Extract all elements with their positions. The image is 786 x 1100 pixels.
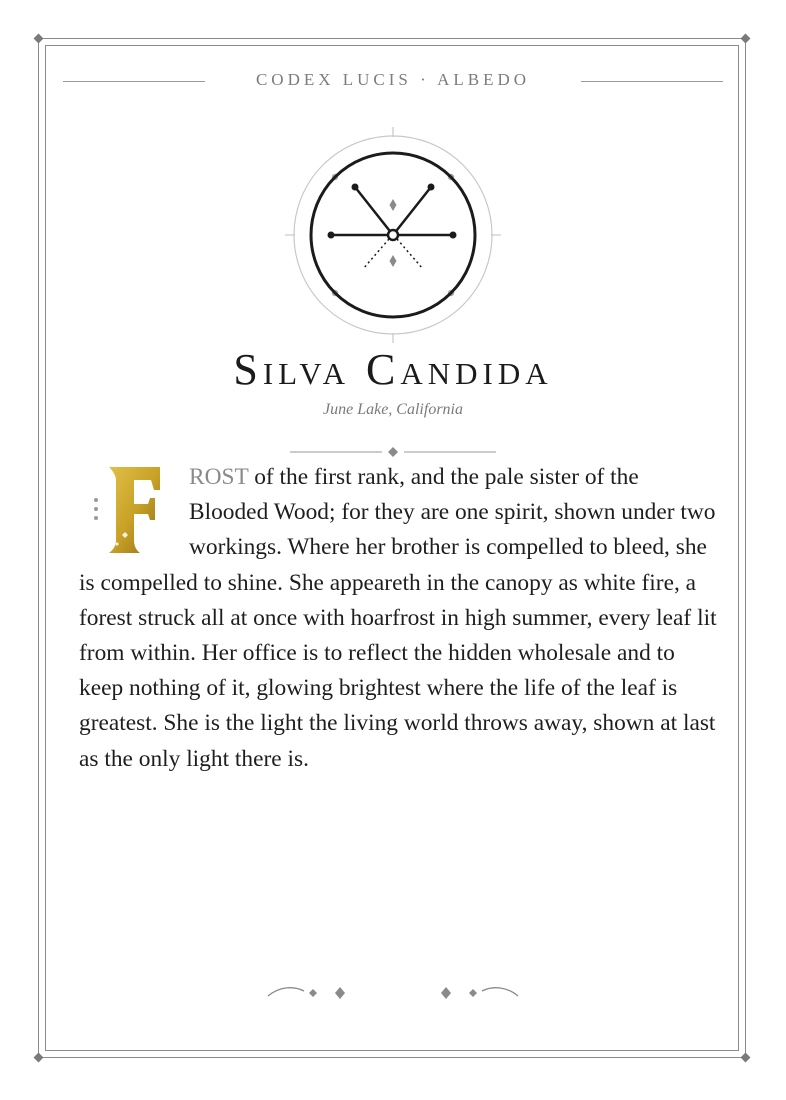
dropcap-dots-icon <box>92 496 100 522</box>
sigil-emblem-icon <box>283 125 503 345</box>
entry-body <box>79 460 719 777</box>
entry-title: Silva Candida <box>233 345 553 394</box>
corner-ornament-icon <box>741 1053 751 1063</box>
lead-word: ROST <box>189 464 249 490</box>
diamond-divider-icon <box>290 445 496 459</box>
dropcap-block <box>79 460 189 560</box>
dropcap-letter-f <box>107 464 162 556</box>
body-paragraph: of the first rank, and the pale sister of the Blooded Wood; for they are one spirit, shown under two workings. Where her brother is compelled to bleed, she is compelled to shine. She appeareth in the canopy as white fire, a forest struck all at once with hoarfrost in high summer, every leaf lit from within. Her office is to reflect the hidden wholesale and to keep nothing of it, glowing brightest where the life of the leaf is greatest. She is the light the living world throws away, shown at last as the only light there is. <box>79 464 717 772</box>
entry-location: June Lake, California <box>323 401 463 418</box>
flourish-ornament-icon <box>264 980 522 1004</box>
running-header: CODEX LUCIS · ALBEDO <box>255 70 531 89</box>
